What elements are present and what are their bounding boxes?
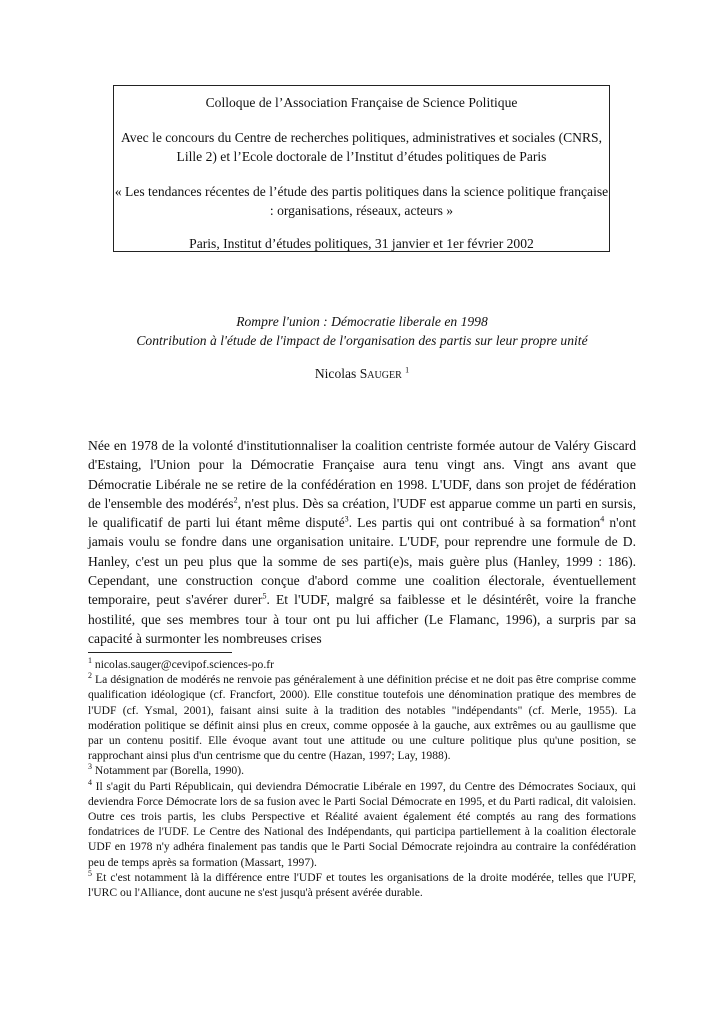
body-paragraph bbox=[88, 436, 636, 648]
body-segment-4: n'ont jamais voulu se fondre dans une organisation unitaire. L'UDF, pour reprendre une formule de D. Hanley, c'est un peu plus que la somme de ses parti(e)s, mais guère plus (Hanley, 1999 : 186). Cependant, une construction conçue d'abord comme une coalition électorale, éventuellement temporaire, peut s'avérer durer bbox=[88, 515, 637, 608]
footnote-text: Notamment par (Borella, 1990). bbox=[92, 764, 244, 778]
body-segment-1: Née en 1978 de la volonté d'institutionnaliser la coalition centriste formée autour de Valéry Giscard d'Estaing, l'Union pour la Démocratie Française aura tenu vingt ans. Vingt ans avant que Démocratie Libérale ne se retire de la confédération en 1998. L'UDF, dans son projet de fédération de l'ensemble des modérés bbox=[88, 438, 636, 511]
footnote-number: 1 bbox=[88, 656, 92, 666]
footnote-ref-2: 2 bbox=[233, 495, 238, 505]
paper-title bbox=[60, 312, 664, 350]
body-segment-3: . Les partis qui ont contribué à sa formation bbox=[348, 515, 601, 531]
footnote-text: Il s'agit du Parti Républicain, qui deviendra Démocratie Libérale en 1997, du Centre des Démocrates Sociaux, qui deviendra Force Démocrate lors de sa fusion avec le Parti Social Démocrate en 1995, et du Parti radical, dit valoisien. Outre ces trois partis, les clubs Perspective et Réalité avaient également été comptés au rang des formations fondatrices de l'UDF. Le Centre des National des Indépendants, qui participa partiellement à la coalition électorale UDF en 1978 n'y adhéra finalement pas tandis que le Parti Social Démocrate rejoindra au contraire la confédération peu de temps après sa formation (Massart, 1997). bbox=[88, 779, 636, 869]
conference-header-box bbox=[113, 85, 610, 252]
footnote-separator bbox=[88, 652, 232, 653]
conference-theme: « Les tendances récentes de l’étude des partis politiques dans la science politique française : organisations, réseaux, acteurs » bbox=[114, 184, 609, 218]
footnote-number: 3 bbox=[88, 762, 92, 772]
footnote-4 bbox=[88, 779, 636, 870]
footnotes bbox=[88, 657, 636, 900]
conference-title: Colloque de l’Association Française de Science Politique bbox=[205, 95, 518, 110]
footnote-text: La désignation de modérés ne renvoie pas généralement à une définition précise et ne doit pas être comprise comme qualification idéologique (cf. Francfort, 2000). Elle constitue toutefois une dénomination pratique des membres de l'UDF (cf. Ysmal, 2001), faisant ainsi suite à la tradition des notables "indépendants" (cf. Merle, 1955). La modération politique se définit ainsi plus en creux, comme opposée à la gauche, aux extrêmes ou au gaullisme que par un contenu positif. Elle évoque avant tout une attitude ou une culture politique plus qu'une position, se rapprochant ainsi plus d'un centrisme que du centre (Hazan, 1997; Lay, 1988). bbox=[88, 673, 636, 763]
author-first-name: Nicolas bbox=[314, 366, 357, 381]
footnote-text: nicolas.sauger@cevipof.sciences-po.fr bbox=[92, 658, 274, 671]
paper-subtitle: Contribution à l'étude de l'impact de l'organisation des partis sur leur propre unité bbox=[136, 333, 588, 348]
paragraph-1 bbox=[88, 436, 636, 648]
footnote-text: Et c'est notamment là la différence entre l'UDF et toutes les organisations de la droite modérée, telles que l'UPF, l'URC ou l'Alliance, dont aucune ne s'est jusqu'à présent avérée durable. bbox=[88, 870, 636, 900]
conference-sponsors: Avec le concours du Centre de recherches politiques, administratives et sociales (CNRS, Lille 2) et l’Ecole doctorale de l’Institut d’études politiques de Paris bbox=[120, 130, 603, 164]
conference-venue-date: Paris, Institut d’études politiques, 31 janvier et 1er février 2002 bbox=[189, 236, 534, 251]
footnote-5 bbox=[88, 870, 636, 900]
footnote-number: 5 bbox=[88, 868, 92, 878]
footnote-ref-3: 3 bbox=[344, 514, 349, 524]
author-last-name: Sauger bbox=[359, 366, 402, 381]
footnote-2 bbox=[88, 672, 636, 763]
author bbox=[0, 366, 724, 382]
body-segment-5: . Et l'UDF, malgré sa faiblesse et le désintérêt, voire la franche hostilité, que ses membres tour à tour ont pu lui afficher (Le Flamanc, 1996), a surpris par sa capacité à surmonter les nombreuses crises bbox=[88, 592, 636, 646]
footnote-3 bbox=[88, 763, 636, 778]
footnote-number: 2 bbox=[88, 671, 92, 681]
footnote-1 bbox=[88, 657, 636, 672]
footnote-number: 4 bbox=[88, 777, 92, 787]
paper-title-line1: Rompre l'union : Démocratie liberale en 1998 bbox=[236, 314, 488, 329]
author-footnote-ref: 1 bbox=[405, 365, 410, 375]
body-segment-2: , n'est plus. Dès sa création, l'UDF est apparue comme un parti en sursis, le qualificatif de parti lui étant même disputé bbox=[88, 495, 636, 531]
footnote-ref-5: 5 bbox=[262, 591, 267, 601]
footnote-ref-4: 4 bbox=[600, 514, 605, 524]
